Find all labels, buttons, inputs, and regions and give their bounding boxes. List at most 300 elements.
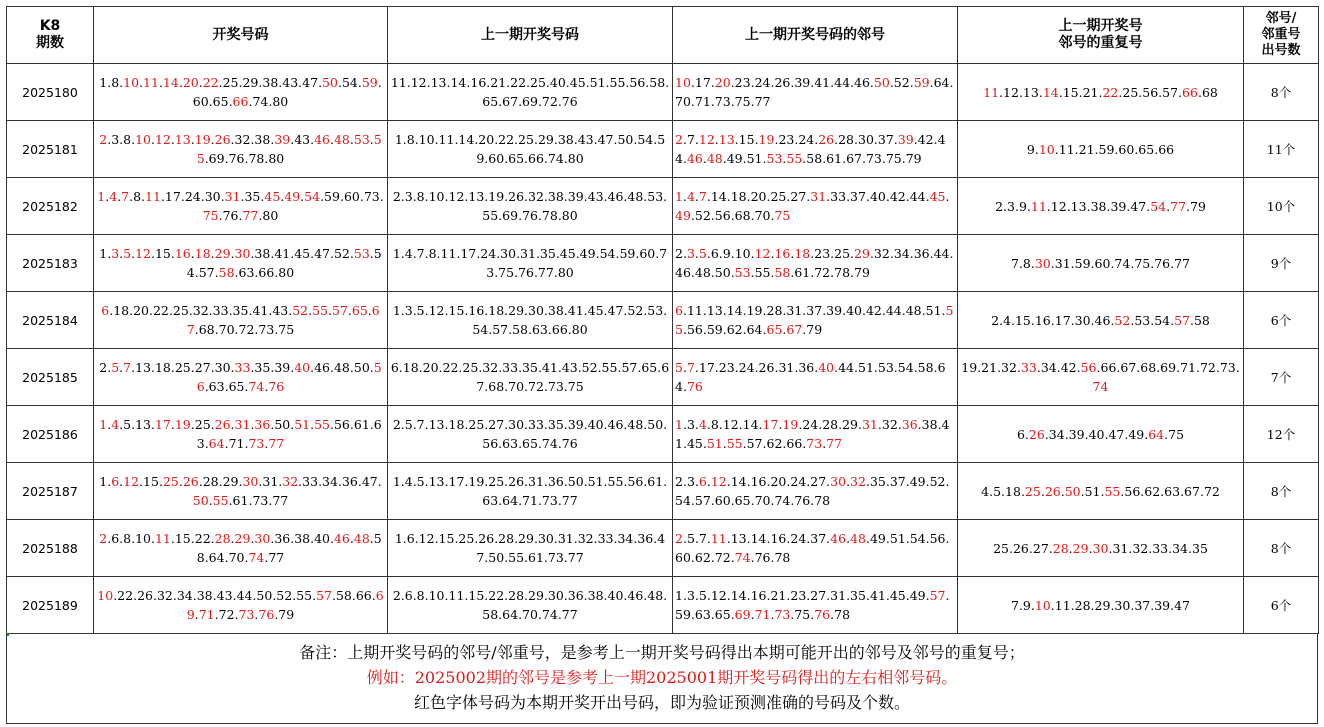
number: 28	[838, 132, 855, 147]
number: 64	[208, 550, 225, 565]
number: 55	[754, 265, 771, 280]
number: 59	[706, 322, 723, 337]
number: 67	[846, 151, 862, 166]
number: 79	[278, 607, 295, 622]
number: 29	[242, 75, 259, 90]
number: 45	[889, 588, 906, 603]
number: 9	[1018, 198, 1027, 214]
number: 7	[698, 189, 707, 204]
number: 23	[790, 588, 807, 603]
period-cell: 2025183	[7, 235, 94, 292]
number: 55	[196, 132, 382, 166]
header-dup: 上一期开奖号 邻号的重复号	[958, 7, 1244, 64]
table-row	[7, 121, 1319, 178]
number: 51	[889, 531, 906, 546]
number: 66	[232, 94, 249, 109]
duplicate-cell: 6.26.34.39.40.47.49.64.75	[958, 406, 1244, 463]
number: 40	[818, 360, 835, 375]
period-cell: 2025184	[7, 292, 94, 349]
number: 39	[897, 132, 914, 147]
count-cell: 6个	[1244, 292, 1319, 349]
number: 23	[778, 132, 795, 147]
number: 71	[754, 607, 771, 622]
number: 19	[961, 360, 978, 375]
number: 52	[1114, 312, 1131, 328]
number: 68	[734, 208, 751, 223]
number: 5	[686, 531, 695, 546]
number: 65	[228, 379, 245, 394]
number: 37	[850, 189, 866, 204]
number: 35	[244, 189, 261, 204]
number: 5	[698, 588, 707, 603]
number: 38	[921, 417, 938, 432]
neighbors-cell: 2.3.6.12.14.16.20.24.27.30.32.35.37.49.52.54.57.60.65.70.74.76.78	[673, 463, 958, 520]
number: 8	[111, 75, 120, 90]
number: 2	[99, 360, 108, 375]
number: 72	[218, 607, 235, 622]
number: 70	[754, 208, 771, 223]
draw-cell: 1.3.5.12.15.16.18.29.30.38.41.45.47.52.53.54.57.58.63.66.80	[94, 235, 388, 292]
number: 11	[1030, 198, 1047, 214]
period-cell: 2025182	[7, 178, 94, 235]
number: 3	[686, 588, 695, 603]
number: 47	[1108, 426, 1125, 442]
number: 20	[770, 474, 787, 489]
number: 72	[1203, 483, 1220, 499]
number: 76	[258, 607, 275, 622]
number: 75	[1168, 426, 1185, 442]
number: 3	[1007, 198, 1015, 214]
number: 19	[746, 303, 763, 318]
number: 78	[774, 550, 791, 565]
number: 64	[675, 360, 946, 394]
table-row	[7, 577, 1319, 634]
number: 48	[850, 531, 866, 546]
number: 29	[854, 246, 870, 261]
number: 50	[1064, 483, 1081, 499]
duplicate-cell: 9.10.11.21.59.60.65.66	[958, 121, 1244, 178]
number: 45	[264, 189, 281, 204]
number: 31	[830, 588, 847, 603]
number: 36	[913, 246, 930, 261]
number: 47	[1174, 597, 1190, 613]
number: 26	[214, 132, 231, 147]
number: 50	[256, 588, 273, 603]
number: 48	[333, 132, 350, 147]
number: 11	[686, 303, 703, 318]
number: 14	[742, 417, 759, 432]
number: 38	[196, 588, 213, 603]
number: 53	[734, 265, 751, 280]
number: 43	[272, 303, 289, 318]
count-cell: 9个	[1244, 235, 1319, 292]
number: 60	[675, 550, 691, 565]
duplicate-cell: 2.4.15.16.17.30.46.52.53.54.57.58	[958, 292, 1244, 349]
number: 65	[212, 94, 229, 109]
number: 39	[826, 303, 843, 318]
number: 26	[1012, 540, 1029, 556]
number: 56	[1080, 360, 1097, 375]
prev-draw-cell: 2.3.8.10.12.13.19.26.32.38.39.43.46.48.53.55.69.76.78.80	[388, 178, 673, 235]
number: 41	[675, 417, 950, 451]
number: 14	[726, 303, 743, 318]
number: 76	[794, 493, 811, 508]
number: 19	[782, 417, 799, 432]
number: 14	[750, 531, 767, 546]
number: 32	[156, 588, 173, 603]
number: 3	[686, 417, 695, 432]
number: 54	[909, 531, 926, 546]
results-table	[6, 6, 1319, 634]
number: 27	[1032, 540, 1049, 556]
number: 36	[798, 360, 815, 375]
number: 75	[885, 151, 902, 166]
table-row	[7, 235, 1319, 292]
number: 41	[814, 75, 831, 90]
number: 43	[294, 132, 311, 147]
number: 57	[929, 588, 946, 603]
prev-draw-cell: 11.12.13.14.16.21.22.25.40.45.51.55.56.58.65.67.69.72.76	[388, 64, 673, 121]
number: 42	[1060, 360, 1077, 375]
number: 8	[123, 531, 132, 546]
number: 46	[333, 531, 350, 546]
number: 51	[858, 360, 874, 375]
number: 30	[254, 531, 271, 546]
count-cell: 7个	[1244, 349, 1319, 406]
number: 1	[675, 417, 683, 432]
number: 44	[885, 303, 902, 318]
number: 71	[1180, 360, 1196, 375]
number: 54	[304, 189, 321, 204]
draw-cell: 1.8.10.11.14.20.22.25.29.38.43.47.50.54.59.60.65.66.74.80	[94, 64, 388, 121]
number: 73	[252, 493, 269, 508]
number: 53	[353, 132, 370, 147]
number: 34	[176, 588, 193, 603]
number: 32	[850, 474, 866, 489]
prev-draw-cell: 1.8.10.11.14.20.22.25.29.38.43.47.50.54.59.60.65.66.74.80	[388, 121, 673, 178]
number: 7	[123, 360, 132, 375]
number: 32	[234, 132, 251, 147]
number: 47	[361, 474, 378, 489]
number: 15	[1014, 312, 1031, 328]
number: 9	[722, 246, 731, 261]
number: 5	[123, 246, 132, 261]
number: 15	[1062, 84, 1079, 100]
number: 59	[675, 607, 691, 622]
number: 73	[258, 322, 275, 337]
number: 70	[675, 94, 691, 109]
number: 73	[774, 607, 791, 622]
neighbors-cell: 1.3.4.8.12.14.17.19.24.28.29.31.32.36.38.41.45.51.55.57.62.66.73.77	[673, 406, 958, 463]
number: 25	[1122, 84, 1139, 100]
header-row	[7, 7, 1319, 64]
number: 51	[746, 151, 763, 166]
number: 69	[186, 588, 384, 622]
number: 10	[97, 588, 114, 603]
number: 30	[1034, 255, 1051, 271]
number: 74	[774, 493, 791, 508]
number: 50	[714, 265, 731, 280]
number: 27	[810, 588, 827, 603]
number: 33	[1020, 360, 1037, 375]
number: 32	[192, 303, 209, 318]
number: 56	[686, 322, 703, 337]
number: 77	[268, 550, 285, 565]
number: 18	[154, 360, 171, 375]
number: 39	[1068, 426, 1085, 442]
number: 49	[909, 588, 926, 603]
number: 4	[686, 189, 695, 204]
number: 32	[282, 474, 299, 489]
number: 43	[216, 588, 233, 603]
number: 59	[1074, 255, 1091, 271]
header-prev: 上一期开奖号码	[388, 7, 673, 64]
note-line-3: 红色字体号码为本期开奖开出号码，即为验证预测准确的号码及个数。	[413, 693, 910, 712]
number: 17	[1054, 312, 1071, 328]
number: 5	[993, 483, 1002, 499]
number: 59	[361, 75, 378, 90]
number: 52	[893, 75, 910, 90]
number: 57	[1174, 312, 1190, 328]
number: 44	[834, 75, 851, 90]
number: 2	[99, 531, 108, 546]
number: 79	[905, 151, 922, 166]
number: 32	[1001, 360, 1017, 375]
draw-cell: 2.5.7.13.18.25.27.30.33.35.39.40.46.48.50.56.63.65.74.76	[94, 349, 388, 406]
number: 6	[1016, 426, 1025, 442]
number: 16	[750, 588, 767, 603]
number: 68	[1140, 360, 1157, 375]
number: 7	[121, 189, 130, 204]
number: 37	[877, 132, 894, 147]
neighbors-cell: 1.3.5.12.14.16.21.23.27.31.35.41.45.49.57.59.63.65.69.71.73.75.76.78	[673, 577, 958, 634]
number: 14	[162, 75, 179, 90]
duplicate-cell: 7.9.10.11.28.29.30.37.39.47	[958, 577, 1244, 634]
number: 41	[274, 246, 291, 261]
number: 52	[929, 474, 946, 489]
number: 66	[786, 436, 803, 451]
prev-draw-cell: 2.5.7.13.18.25.27.30.33.35.39.40.46.48.50.56.63.65.74.76	[388, 406, 673, 463]
number: 36	[254, 417, 271, 432]
number: 77	[268, 436, 285, 451]
number: 15	[174, 531, 191, 546]
number: 21	[981, 360, 998, 375]
number: 6	[698, 474, 707, 489]
number: 40	[294, 360, 311, 375]
number: 24	[790, 531, 807, 546]
count-cell: 8个	[1244, 64, 1319, 121]
number: 11	[143, 75, 159, 90]
number: 24	[184, 189, 201, 204]
period-cell: 2025188	[7, 520, 94, 577]
number: 28	[1074, 597, 1091, 613]
number: 12	[123, 474, 140, 489]
number: 41	[252, 303, 269, 318]
number: 33	[234, 360, 251, 375]
number: 50	[353, 360, 370, 375]
number: 40	[314, 531, 330, 546]
number: 53	[766, 151, 783, 166]
number: 39	[274, 360, 291, 375]
number: 68	[198, 322, 215, 337]
number: 3	[686, 246, 695, 261]
number: 11	[145, 189, 161, 204]
number: 44	[933, 246, 950, 261]
number: 72	[238, 322, 255, 337]
neighbors-cell: 2.3.5.6.9.10.12.16.18.23.25.29.32.34.36.44.46.48.50.53.55.58.61.72.78.79	[673, 235, 958, 292]
period-cell: 2025186	[7, 406, 94, 463]
number: 33	[212, 303, 229, 318]
number: 63	[196, 417, 382, 451]
number: 1	[675, 189, 683, 204]
number: 66	[1100, 360, 1117, 375]
number: 55	[296, 588, 313, 603]
number: 73	[1219, 360, 1236, 375]
number: 5	[675, 360, 683, 375]
number: 35	[254, 360, 271, 375]
number: 1	[97, 189, 106, 204]
number: 9	[1022, 597, 1031, 613]
draw-cell: 1.6.12.15.25.26.28.29.30.31.32.33.34.36.47.50.55.61.73.77	[94, 463, 388, 520]
number: 73	[806, 436, 823, 451]
number: 12	[154, 132, 171, 147]
neighbors-cell: 6.11.13.14.19.28.31.37.39.40.42.44.48.51.55.56.59.62.64.65.67.79	[673, 292, 958, 349]
number: 63	[208, 379, 225, 394]
number: 38	[1090, 198, 1107, 214]
number: 2	[675, 246, 683, 261]
number: 62	[694, 550, 711, 565]
number: 32	[1132, 540, 1149, 556]
number: 78	[248, 151, 265, 166]
number: 7	[1010, 597, 1019, 613]
number: 3	[686, 474, 695, 489]
number: 31	[262, 474, 279, 489]
number: 79	[806, 322, 823, 337]
number: 44	[909, 189, 926, 204]
number: 51	[1084, 483, 1101, 499]
number: 63	[238, 265, 255, 280]
neighbors-cell: 10.17.20.23.24.26.39.41.44.46.50.52.59.64.70.71.73.75.77	[673, 64, 958, 121]
duplicate-cell: 4.5.18.25.26.50.51.55.56.62.63.67.72	[958, 463, 1244, 520]
number: 66	[258, 265, 275, 280]
table-row	[7, 178, 1319, 235]
number: 66	[355, 588, 372, 603]
number: 22	[152, 303, 169, 318]
number: 40	[846, 303, 862, 318]
number: 56	[1142, 84, 1159, 100]
prev-draw-cell: 6.18.20.22.25.32.33.35.41.43.52.55.57.65.67.68.70.72.73.75	[388, 349, 673, 406]
number: 57	[694, 493, 711, 508]
number: 40	[869, 189, 886, 204]
number: 47	[1130, 198, 1147, 214]
number: 42	[917, 132, 934, 147]
number: 30	[1092, 540, 1109, 556]
number: 61	[353, 417, 370, 432]
number: 31	[861, 417, 878, 432]
number: 69	[208, 151, 225, 166]
number: 54	[897, 360, 914, 375]
number: 46	[1094, 312, 1111, 328]
number: 76	[814, 607, 831, 622]
number: 15	[154, 246, 171, 261]
number: 45	[929, 189, 946, 204]
neighbors-cell: 2.5.7.11.13.14.16.24.37.46.48.49.51.54.56.60.62.72.74.76.78	[673, 520, 958, 577]
number: 10	[734, 246, 751, 261]
number: 2	[675, 531, 683, 546]
number: 72	[1199, 360, 1216, 375]
number: 7	[686, 360, 695, 375]
number: 29	[842, 417, 858, 432]
number: 42	[889, 189, 906, 204]
number: 75	[734, 94, 751, 109]
number: 40	[1088, 426, 1105, 442]
period-cell: 2025185	[7, 349, 94, 406]
count-cell: 6个	[1244, 577, 1319, 634]
duplicate-cell: 11.12.13.14.15.21.22.25.56.57.66.68	[958, 64, 1244, 121]
duplicate-cell: 7.8.30.31.59.60.74.75.76.77	[958, 235, 1244, 292]
number: 65	[766, 322, 783, 337]
number: 38	[254, 246, 271, 261]
number: 71	[228, 436, 245, 451]
neighbors-cell: 2.7.12.13.15.19.23.24.26.28.30.37.39.42.44.46.48.49.51.53.55.58.61.67.73.75.79	[673, 121, 958, 178]
number: 76	[222, 208, 239, 223]
number: 30	[1114, 597, 1131, 613]
number: 12	[135, 246, 151, 261]
period-cell: 2025180	[7, 64, 94, 121]
number: 20	[714, 75, 731, 90]
number: 80	[262, 208, 279, 223]
number: 34	[1172, 540, 1189, 556]
number: 30	[858, 132, 874, 147]
number: 70	[754, 493, 771, 508]
number: 49	[726, 151, 743, 166]
number: 76	[268, 379, 285, 394]
number: 54	[186, 246, 382, 280]
number: 25	[162, 474, 179, 489]
number: 10	[675, 75, 691, 90]
neighbors-cell: 5.7.17.23.24.26.31.36.40.44.51.53.54.58.64.76	[673, 349, 958, 406]
neighbors-cell: 1.4.7.14.18.20.25.27.31.33.37.40.42.44.45.49.52.56.68.70.75	[673, 178, 958, 235]
number: 18	[194, 246, 211, 261]
number: 44	[675, 132, 946, 166]
number: 54	[675, 493, 691, 508]
number: 75	[794, 607, 811, 622]
number: 54	[1154, 312, 1171, 328]
number: 11	[710, 531, 727, 546]
number: 32	[881, 417, 898, 432]
number: 62	[766, 436, 783, 451]
number: 37	[1134, 597, 1151, 613]
number: 58	[774, 265, 791, 280]
number: 25	[1024, 483, 1041, 499]
number: 79	[1190, 198, 1206, 214]
header-count: 邻号/ 邻重号 出号数	[1244, 7, 1319, 64]
number: 58	[806, 151, 823, 166]
number: 21	[770, 588, 787, 603]
header-period: K8 期数	[7, 7, 94, 64]
number: 12	[710, 474, 727, 489]
number: 25	[194, 417, 211, 432]
number: 76	[686, 379, 703, 394]
number: 25	[993, 540, 1009, 556]
number: 13	[730, 531, 747, 546]
number: 13	[174, 132, 191, 147]
number: 21	[1078, 141, 1095, 157]
number: 26	[774, 75, 791, 90]
number: 19	[194, 132, 211, 147]
number: 66	[1158, 141, 1175, 157]
number: 18	[1005, 483, 1021, 499]
